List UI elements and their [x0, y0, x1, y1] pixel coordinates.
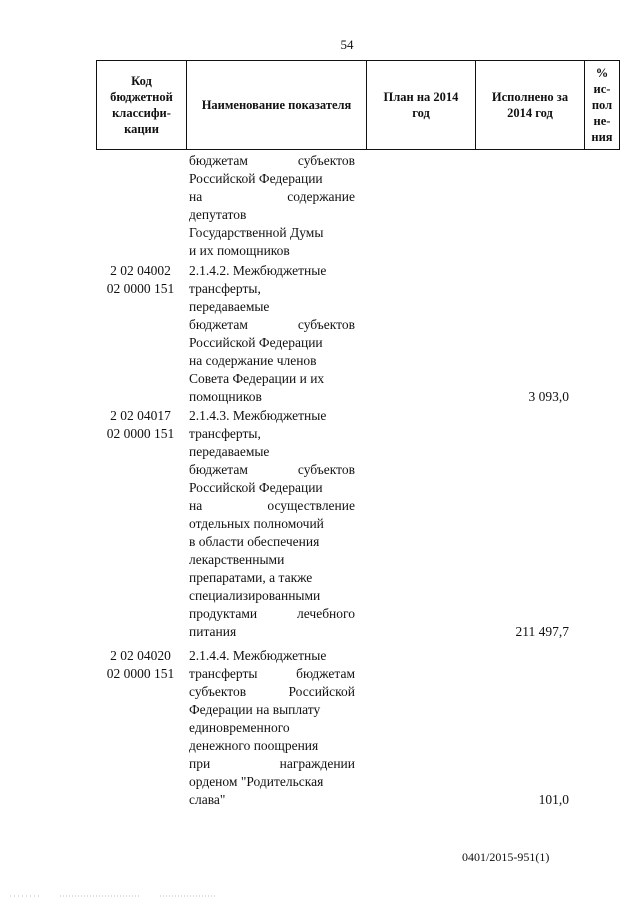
row-exec-value: 211 497,7 — [515, 624, 569, 639]
header-exec: Исполнено за 2014 год — [476, 61, 585, 150]
row-name: 2.1.4.3. Межбюджетные трансферты, передаваемые бюджетам субъектов Российской Федерации на осуществление отдельных полномочий в области обеспечения лекарственными препаратами, а также специализированными продуктами лечебного питания — [189, 408, 355, 639]
row-name: 2.1.4.2. Межбюджетные трансферты, передаваемые бюджетам субъектов Российской Федерации на содержание членов Совета Федерации и их помощников — [189, 263, 355, 404]
header-plan: План на 2014 год — [367, 61, 476, 150]
header-name: Наименование показателя — [187, 61, 367, 150]
document-code: 0401/2015-951(1) — [462, 850, 550, 864]
row-code: 2 02 04002 02 0000 151 — [106, 263, 175, 296]
row-exec-value: 101,0 — [538, 792, 569, 807]
row-name: 2.1.4.4. Межбюджетные трансферты бюджетам субъектов Российской Федерации на выплату единовременного денежного поощрения при награждении орденом "Родительская слава" — [189, 648, 355, 807]
row-name: бюджетам субъектов Российской Федерации на содержание депутатов Государственной Думы и их помощников — [189, 153, 355, 258]
row-exec-value: 3 093,0 — [528, 389, 569, 404]
scan-artifact-marks — [0, 893, 640, 899]
row-code: 2 02 04017 02 0000 151 — [106, 408, 175, 441]
header-code: Код бюджетной классифи- кации — [97, 61, 187, 150]
header-percent: % ис- пол не- ния — [585, 61, 620, 150]
page-number: 54 — [340, 37, 354, 52]
table-header — [96, 60, 620, 150]
row-code: 2 02 04020 02 0000 151 — [106, 648, 175, 681]
